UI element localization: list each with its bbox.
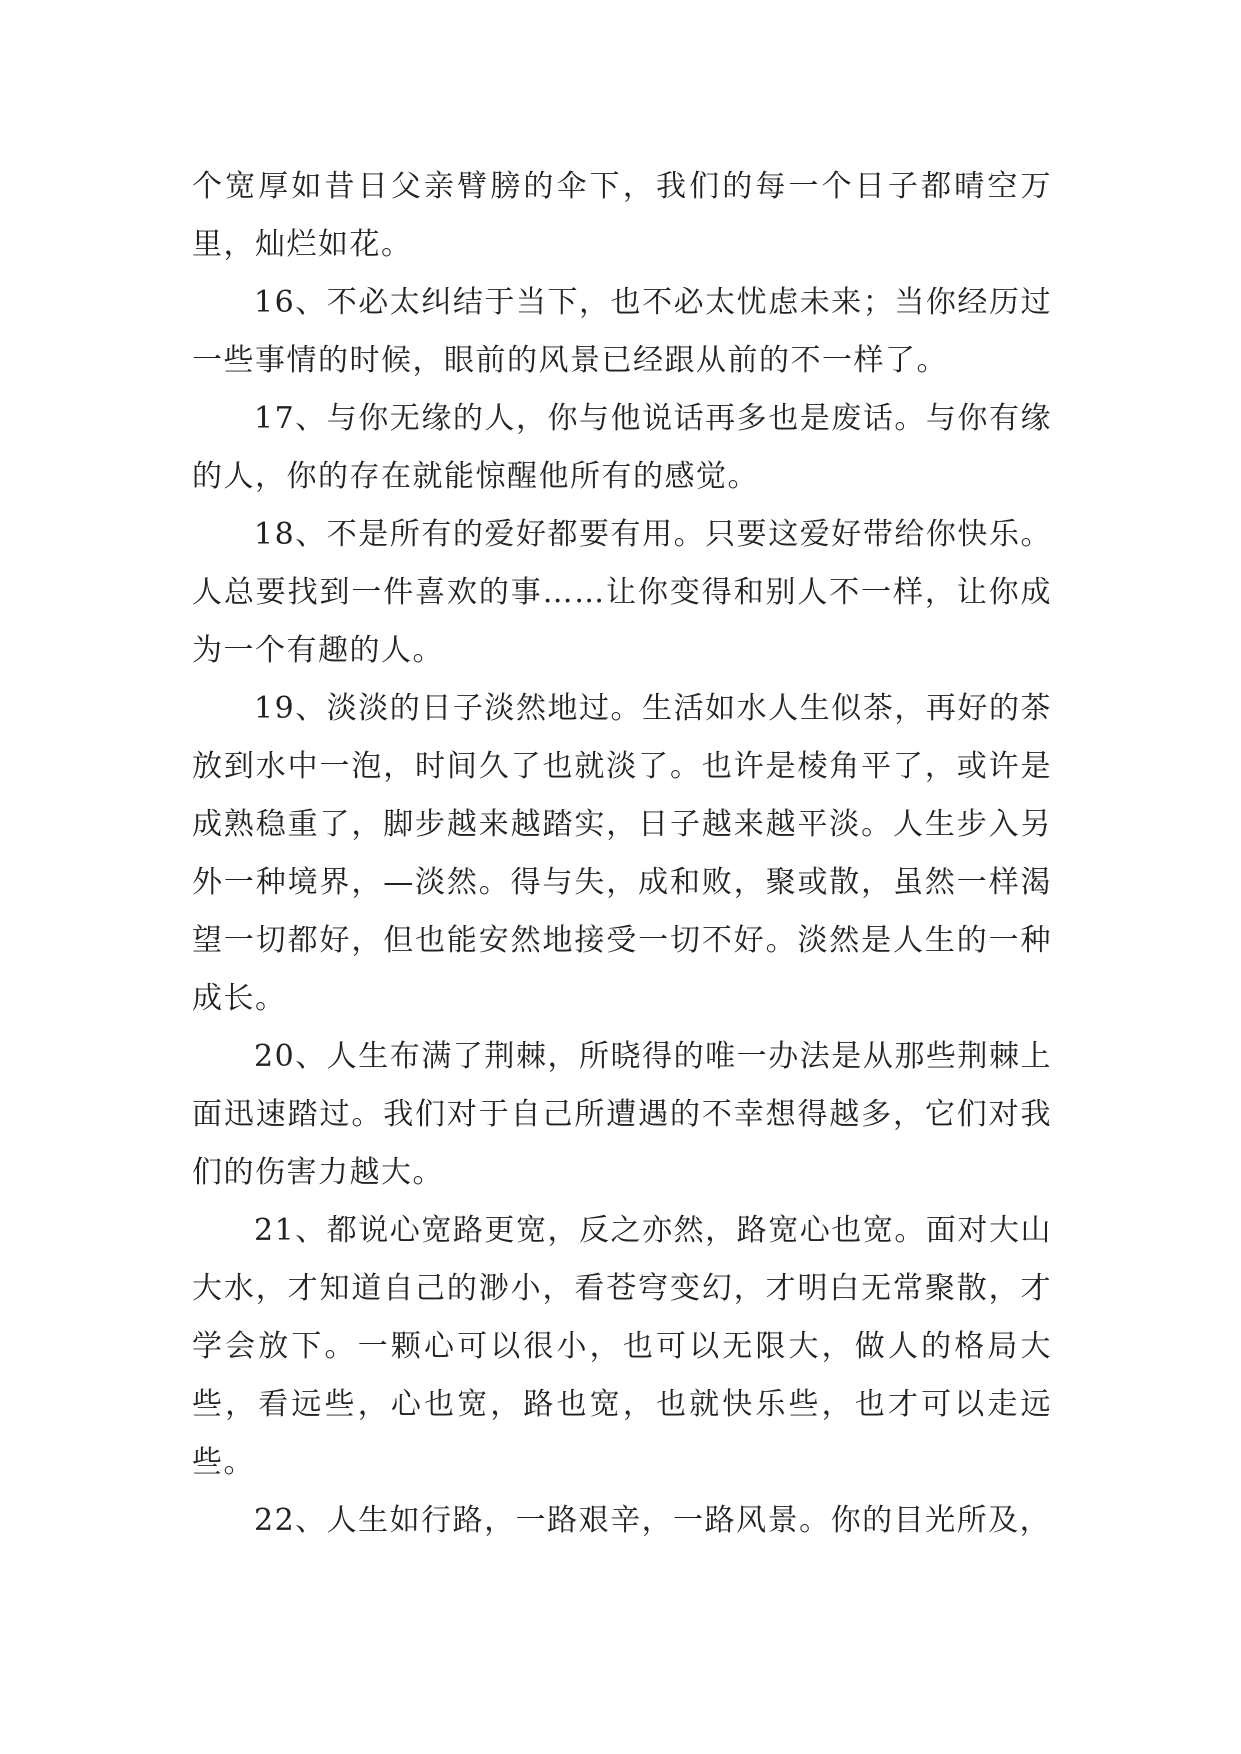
paragraph-18: 18、不是所有的爱好都要有用。只要这爱好带给你快乐。人总要找到一件喜欢的事……让你变得和别人不一样，让你成为一个有趣的人。 <box>192 517 1052 668</box>
paragraph-17: 17、与你无缘的人，你与他说话再多也是废话。与你有缘的人，你的存在就能惊醒他所有的感觉。 <box>192 401 1052 494</box>
document-body <box>192 158 1052 1550</box>
paragraph-20: 20、人生布满了荆棘，所晓得的唯一办法是从那些荆棘上面迅速踏过。我们对于自己所遭遇的不幸想得越多，它们对我们的伤害力越大。 <box>192 1039 1052 1190</box>
paragraph-19: 19、淡淡的日子淡然地过。生活如水人生似茶，再好的茶放到水中一泡，时间久了也就淡了。也许是棱角平了，或许是成熟稳重了，脚步越来越踏实，日子越来越平淡。人生步入另外一种境界，—淡然。得与失，成和败，聚或散，虽然一样渴望一切都好，但也能安然地接受一切不好。淡然是人生的一种成长。 <box>192 691 1052 1016</box>
paragraph-16: 16、不必太纠结于当下，也不必太忧虑未来；当你经历过一些事情的时候，眼前的风景已经跟从前的不一样了。 <box>192 285 1052 378</box>
paragraph-continuation: 个宽厚如昔日父亲臂膀的伞下，我们的每一个日子都晴空万里，灿烂如花。 <box>192 169 1052 262</box>
paragraph-22: 22、人生如行路，一路艰辛，一路风景。你的目光所及， <box>254 1503 1052 1538</box>
paragraph-21: 21、都说心宽路更宽，反之亦然，路宽心也宽。面对大山大水，才知道自己的渺小，看苍穹变幻，才明白无常聚散，才学会放下。一颗心可以很小，也可以无限大，做人的格局大些，看远些，心也宽，路也宽，也就快乐些，也才可以走远些。 <box>192 1213 1052 1480</box>
